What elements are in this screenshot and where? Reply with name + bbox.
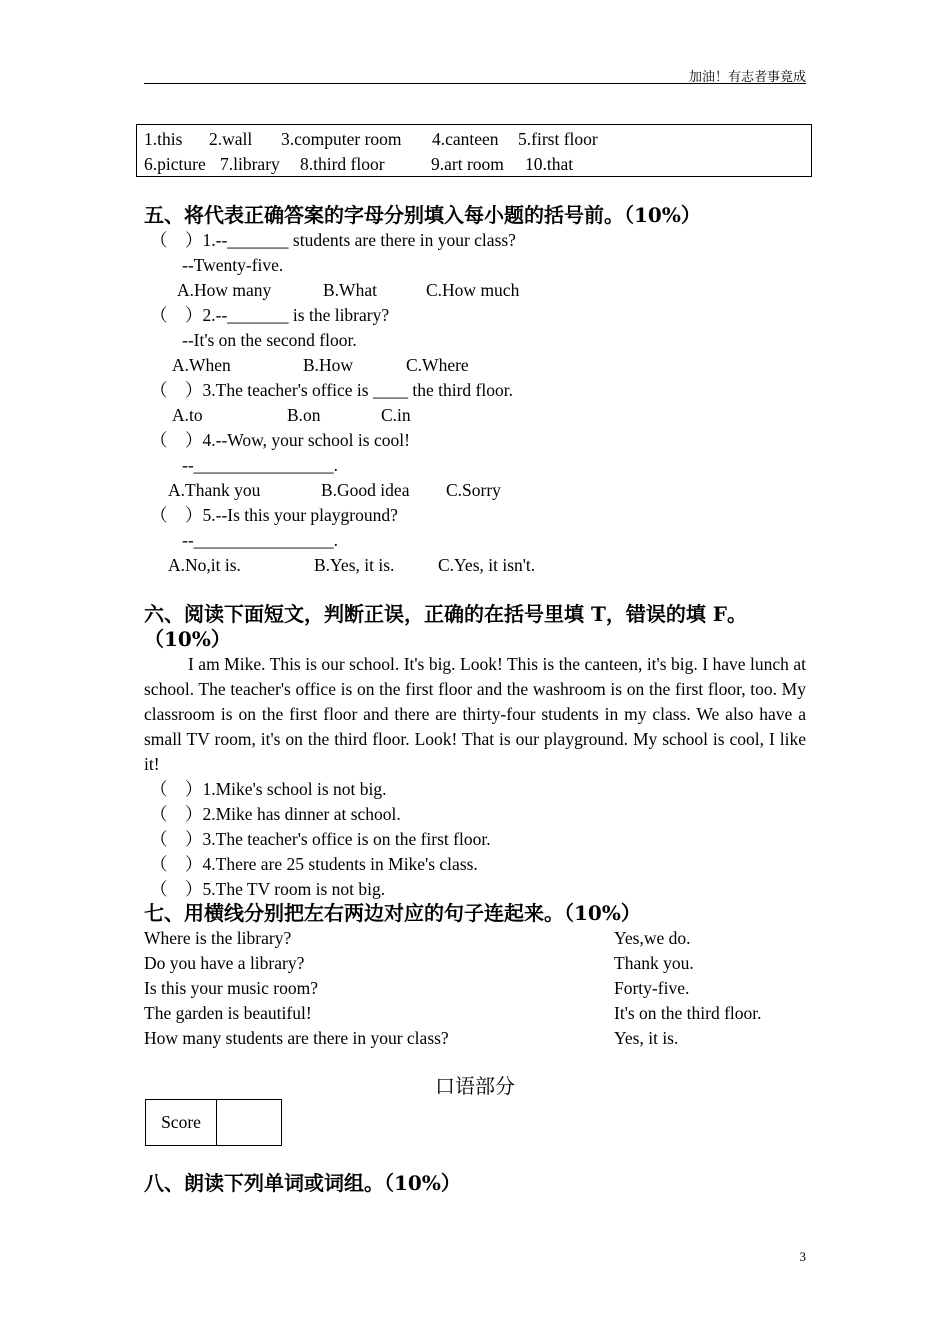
word-bank-item: 6.picture xyxy=(144,154,206,174)
option-c: C.Sorry xyxy=(446,480,501,500)
question-reply: --________________. xyxy=(182,530,339,550)
judge-item: （ ）4.There are 25 students in Mike's class. xyxy=(150,854,478,874)
option-b: B.How xyxy=(303,355,354,375)
passage-text: I am Mike. This is our school. It's big. Look! This is the canteen, it's big. I have lunch at school. The teacher's office is on the first floor and the washroom is on the first floor, too. My classroom is on the first floor and there are thirty-four students in my class. We also have a small TV room, it's on the third floor. Look! That is our playground. My school is cool, I like it! xyxy=(144,654,806,774)
option-a: A.When xyxy=(172,355,231,375)
word-bank-item: 7.library xyxy=(220,154,280,174)
question-stem: （ ）1.--_______ students are there in your class? xyxy=(150,230,516,250)
question-reply: --It's on the second floor. xyxy=(182,330,357,350)
match-right: Yes,we do. xyxy=(614,928,691,948)
match-left: Where is the library? xyxy=(144,928,292,948)
option-b: B.Good idea xyxy=(321,480,410,500)
word-bank-item: 3.computer room xyxy=(281,129,402,149)
match-left: Is this your music room? xyxy=(144,978,319,998)
page-number: 3 xyxy=(799,1249,806,1264)
match-right: Forty-five. xyxy=(614,978,690,998)
section-8-title: 八、朗读下列单词或词组。（10%） xyxy=(144,1171,461,1195)
judge-item: （ ）3.The teacher's office is on the first floor. xyxy=(150,829,491,849)
match-left: Do you have a library? xyxy=(144,953,305,973)
section-6-title: 六、阅读下面短文，判断正误，正确的在括号里填 T，错误的填 F。 xyxy=(144,602,748,626)
word-bank-item: 10.that xyxy=(525,154,574,174)
header-rule xyxy=(144,83,806,84)
reading-passage xyxy=(144,652,806,777)
word-bank-item: 9.art room xyxy=(431,154,504,174)
match-left: How many students are there in your class? xyxy=(144,1028,449,1048)
option-b: B.What xyxy=(323,280,377,300)
question-reply: --________________. xyxy=(182,455,339,475)
option-a: A.Thank you xyxy=(168,480,261,500)
question-reply: --Twenty-five. xyxy=(182,255,284,275)
option-b: B.on xyxy=(287,405,321,425)
option-c: C.Where xyxy=(406,355,469,375)
section-7-title: 七、用横线分别把左右两边对应的句子连起来。（10%） xyxy=(144,901,641,925)
option-b: B.Yes, it is. xyxy=(314,555,395,575)
judge-item: （ ）1.Mike's school is not big. xyxy=(150,779,387,799)
score-table xyxy=(145,1099,282,1146)
option-a: A.How many xyxy=(177,280,272,300)
word-bank-item: 4.canteen xyxy=(432,129,499,149)
judge-item: （ ）2.Mike has dinner at school. xyxy=(150,804,401,824)
option-a: A.to xyxy=(172,405,203,425)
section-5-title: 五、将代表正确答案的字母分别填入每小题的括号前。（10%） xyxy=(144,203,701,227)
header-motto: 加油！有志者事竟成 xyxy=(688,69,806,84)
question-stem: （ ）5.--Is this your playground? xyxy=(150,505,398,525)
match-right: Yes, it is. xyxy=(614,1028,679,1048)
match-right: Thank you. xyxy=(614,953,694,973)
word-bank-item: 5.first floor xyxy=(518,129,598,149)
match-left: The garden is beautiful! xyxy=(144,1003,312,1023)
score-label: Score xyxy=(146,1100,217,1146)
score-cell[interactable] xyxy=(217,1100,282,1146)
oral-part-title: 口语部分 xyxy=(435,1074,515,1098)
question-stem: （ ）4.--Wow, your school is cool! xyxy=(150,430,410,450)
match-right: It's on the third floor. xyxy=(614,1003,762,1023)
option-c: C.Yes, it isn't. xyxy=(438,555,536,575)
word-bank-item: 1.this xyxy=(144,129,183,149)
word-bank-item: 2.wall xyxy=(209,129,253,149)
option-a: A.No,it is. xyxy=(168,555,241,575)
question-stem: （ ）2.--_______ is the library? xyxy=(150,305,390,325)
option-c: C.How much xyxy=(426,280,520,300)
judge-item: （ ）5.The TV room is not big. xyxy=(150,879,386,899)
word-bank-item: 8.third floor xyxy=(300,154,385,174)
section-6-title-cont: （10%） xyxy=(144,627,231,651)
option-c: C.in xyxy=(381,405,411,425)
question-stem: （ ）3.The teacher's office is ____ the third floor. xyxy=(150,380,513,400)
